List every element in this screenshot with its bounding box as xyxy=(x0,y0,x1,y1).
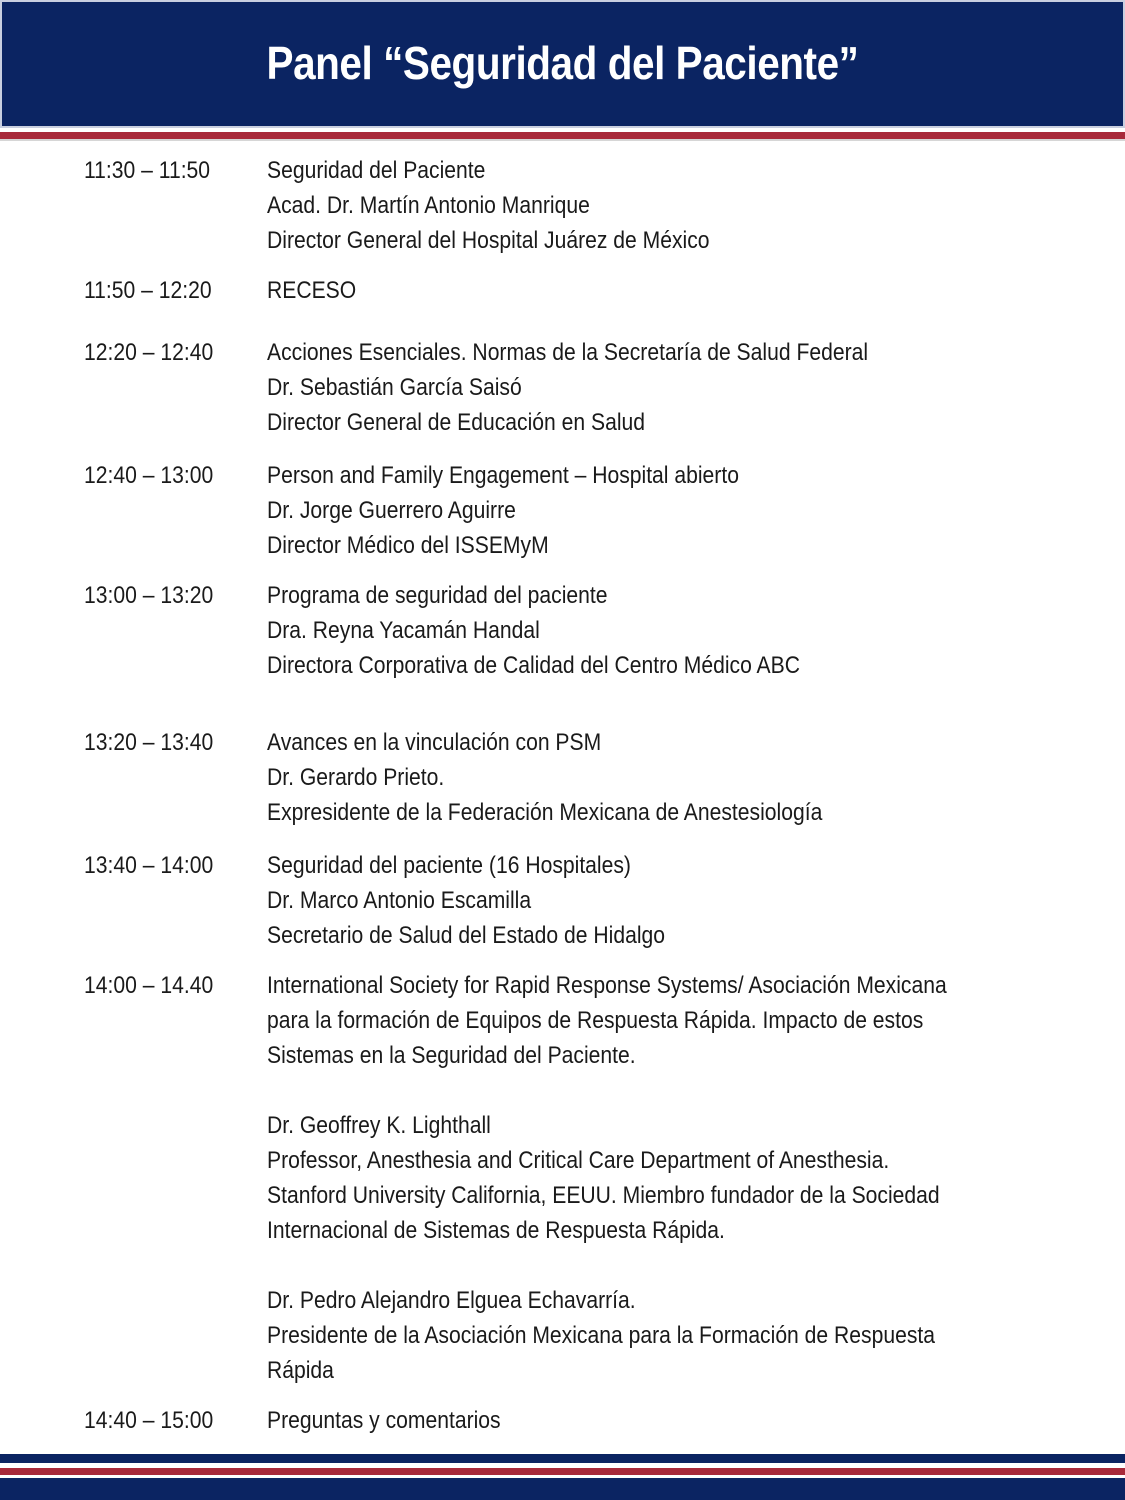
schedule-detail-line: Avances en la vinculación con PSM xyxy=(267,729,602,756)
footer-band xyxy=(0,1454,1125,1463)
schedule-time: 12:20 – 12:40 xyxy=(84,339,214,366)
schedule-detail-line: Dr. Sebastián García Saisó xyxy=(267,374,522,401)
schedule-detail-line: Expresidente de la Federación Mexicana de Anestesiología xyxy=(267,799,823,826)
schedule-details xyxy=(267,968,1041,1388)
footer-band xyxy=(0,1478,1125,1500)
footer-band xyxy=(0,1468,1125,1475)
schedule-detail-line: Dr. Pedro Alejandro Elguea Echavarría. xyxy=(267,1287,636,1314)
schedule-detail-line: Director General de Educación en Salud xyxy=(267,409,646,436)
blank-line xyxy=(267,1248,1041,1283)
schedule-time: 14:00 – 14.40 xyxy=(84,972,214,999)
schedule-detail-line: Professor, Anesthesia and Critical Care Department of Anesthesia. xyxy=(267,1147,890,1174)
schedule-detail-line: Acciones Esenciales. Normas de la Secretaría de Salud Federal xyxy=(267,339,869,366)
header-divider-red xyxy=(0,132,1125,139)
schedule-details xyxy=(267,848,1041,953)
header-divider-grey xyxy=(0,139,1125,141)
schedule-details xyxy=(267,725,1041,830)
schedule-detail-line: Director Médico del ISSEMyM xyxy=(267,532,549,559)
schedule-time: 11:50 – 12:20 xyxy=(84,277,212,304)
schedule-detail-line: Dr. Jorge Guerrero Aguirre xyxy=(267,497,516,524)
schedule-detail-line: Sistemas en la Seguridad del Paciente. xyxy=(267,1042,636,1069)
schedule-detail-line: Preguntas y comentarios xyxy=(267,1407,501,1434)
schedule-time: 13:40 – 14:00 xyxy=(84,852,214,879)
schedule-detail-line: Programa de seguridad del paciente xyxy=(267,582,608,609)
schedule-time: 13:20 – 13:40 xyxy=(84,729,214,756)
schedule-detail-line: Stanford University California, EEUU. Miembro fundador de la Sociedad xyxy=(267,1182,940,1209)
schedule-detail-line: Rápida xyxy=(267,1357,334,1384)
header-banner xyxy=(0,0,1125,128)
schedule-detail-line: Seguridad del paciente (16 Hospitales) xyxy=(267,852,631,879)
schedule-time: 13:00 – 13:20 xyxy=(84,582,214,609)
schedule-details xyxy=(267,578,1041,683)
schedule-detail-line: Dr. Marco Antonio Escamilla xyxy=(267,887,532,914)
schedule-detail-line: Dr. Geoffrey K. Lighthall xyxy=(267,1112,491,1139)
page-title: Panel “Seguridad del Paciente” xyxy=(266,37,859,89)
schedule-time: 12:40 – 13:00 xyxy=(84,462,214,489)
schedule-detail-line: Director General del Hospital Juárez de México xyxy=(267,227,710,254)
schedule-details xyxy=(267,1403,1041,1438)
schedule-detail-line: Seguridad del Paciente xyxy=(267,157,486,184)
schedule-detail-line: Acad. Dr. Martín Antonio Manrique xyxy=(267,192,590,219)
schedule-details xyxy=(267,335,1041,440)
schedule-detail-line: Person and Family Engagement – Hospital abierto xyxy=(267,462,739,489)
schedule-details xyxy=(267,153,1041,258)
schedule-time: 11:30 – 11:50 xyxy=(84,157,211,184)
schedule-detail-line: Presidente de la Asociación Mexicana para la Formación de Respuesta xyxy=(267,1322,936,1349)
schedule-detail-line: Internacional de Sistemas de Respuesta Rápida. xyxy=(267,1217,725,1244)
schedule-time: 14:40 – 15:00 xyxy=(84,1407,214,1434)
schedule-detail-line: para la formación de Equipos de Respuesta Rápida. Impacto de estos xyxy=(267,1007,924,1034)
schedule-detail-line: Directora Corporativa de Calidad del Centro Médico ABC xyxy=(267,652,800,679)
schedule-details xyxy=(267,273,1041,308)
schedule-detail-line: Dr. Gerardo Prieto. xyxy=(267,764,445,791)
schedule-detail-line: Secretario de Salud del Estado de Hidalgo xyxy=(267,922,666,949)
schedule-detail-line: Dra. Reyna Yacamán Handal xyxy=(267,617,540,644)
blank-line xyxy=(267,1073,1041,1108)
schedule-detail-line: International Society for Rapid Response Systems/ Asociación Mexicana xyxy=(267,972,947,999)
schedule-detail-line: RECESO xyxy=(267,277,357,304)
schedule-details xyxy=(267,458,1041,563)
